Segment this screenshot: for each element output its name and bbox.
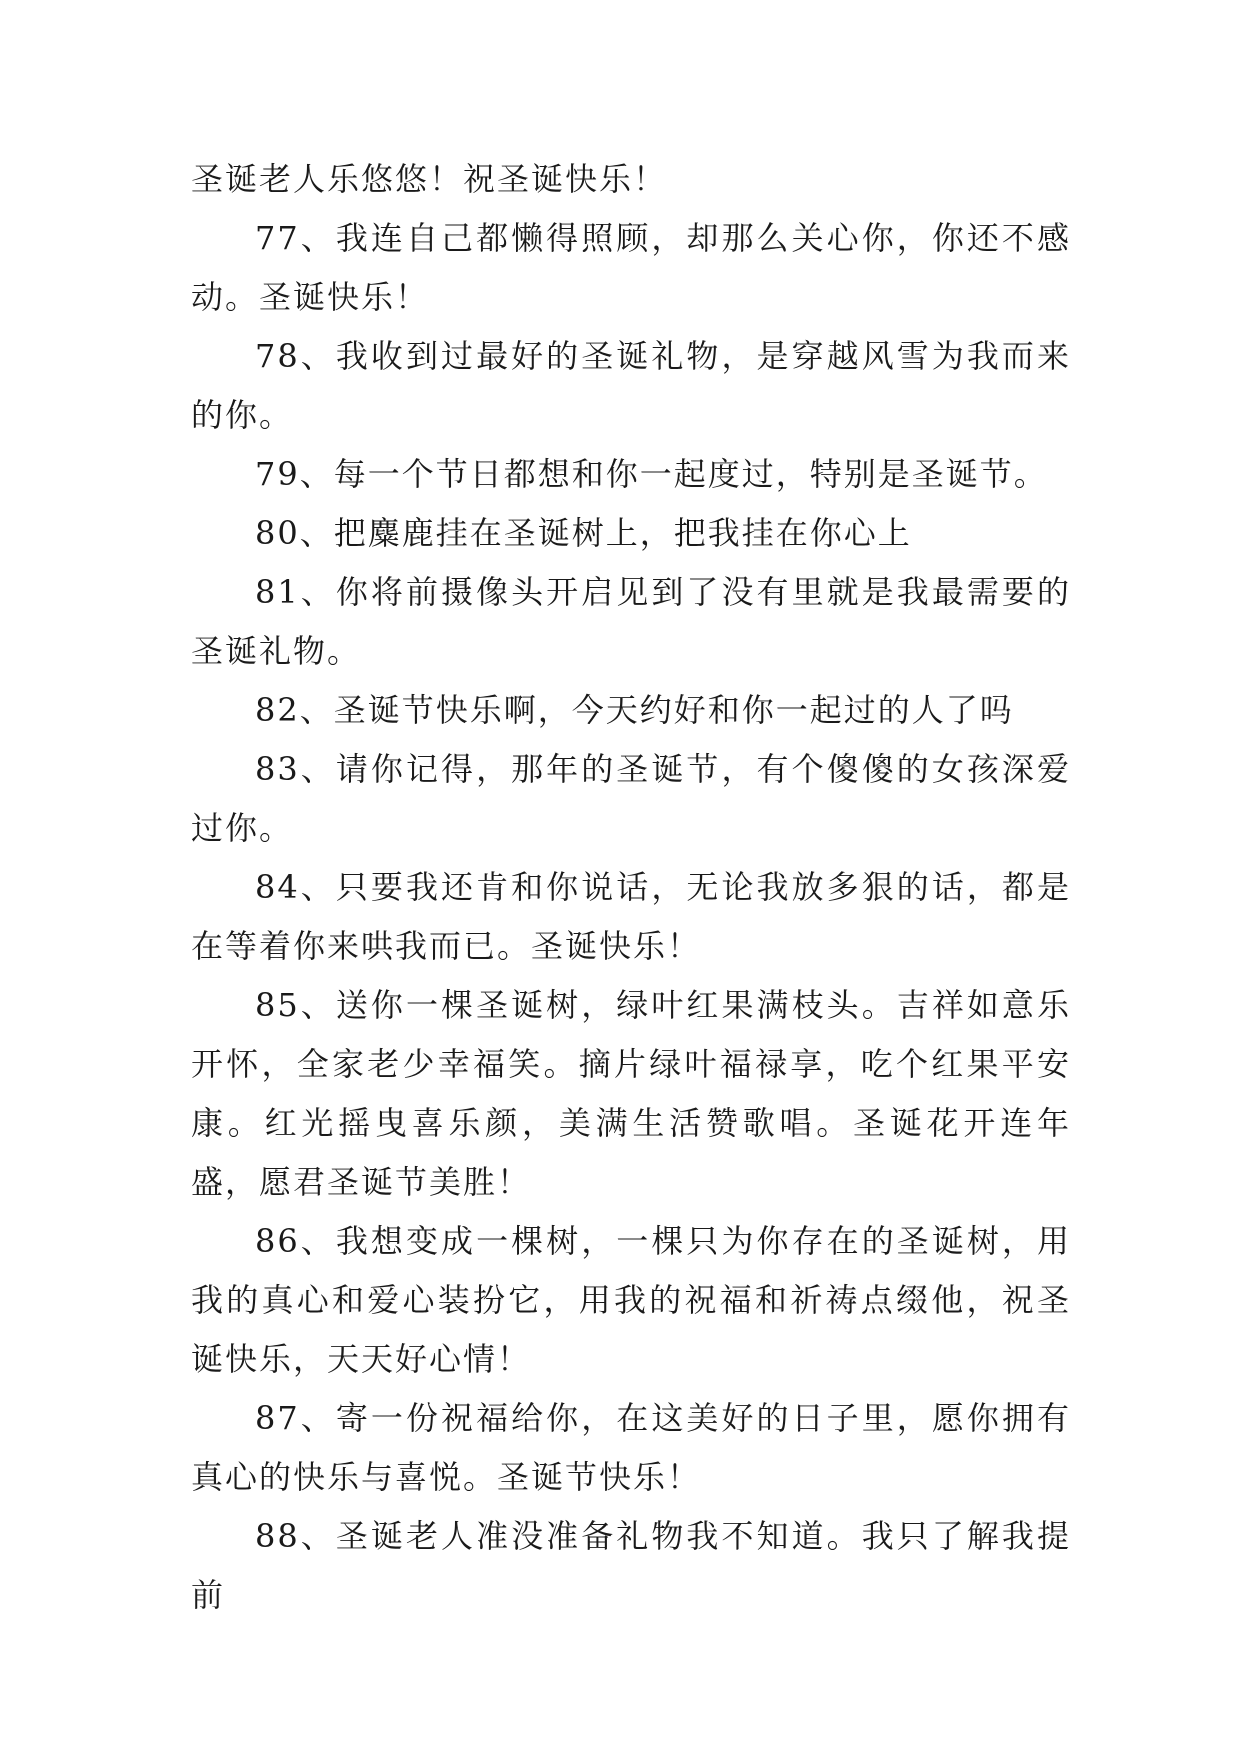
paragraph-item-78: 78、我收到过最好的圣诞礼物，是穿越风雪为我而来的你。 xyxy=(191,337,1071,434)
paragraph-item-85: 85、送你一棵圣诞树，绿叶红果满枝头。吉祥如意乐开怀，全家老少幸福笑。摘片绿叶福禄享，吃个红果平安康。红光摇曳喜乐颜，美满生活赞歌唱。圣诞花开连年盛，愿君圣诞节美胜！ xyxy=(191,986,1071,1201)
document-body xyxy=(191,150,1071,1625)
paragraph-item-80: 80、把麋鹿挂在圣诞树上，把我挂在你心上 xyxy=(255,514,912,552)
paragraph-item-88: 88、圣诞老人准没准备礼物我不知道。我只了解我提前 xyxy=(191,1517,1071,1614)
paragraph-item-86: 86、我想变成一棵树，一棵只为你存在的圣诞树，用我的真心和爱心装扮它，用我的祝福和祈祷点缀他，祝圣诞快乐，天天好心情！ xyxy=(191,1222,1071,1378)
paragraph-continuation: 圣诞老人乐悠悠！祝圣诞快乐！ xyxy=(191,160,668,198)
paragraph-item-81: 81、你将前摄像头开启见到了没有里就是我最需要的圣诞礼物。 xyxy=(191,573,1071,670)
paragraph-item-77: 77、我连自己都懒得照顾，却那么关心你，你还不感动。圣诞快乐！ xyxy=(191,219,1071,316)
paragraph-item-84: 84、只要我还肯和你说话，无论我放多狠的话，都是在等着你来哄我而已。圣诞快乐！ xyxy=(191,868,1071,965)
paragraph-item-83: 83、请你记得，那年的圣诞节，有个傻傻的女孩深爱过你。 xyxy=(191,750,1071,847)
paragraph-item-79: 79、每一个节日都想和你一起度过，特别是圣诞节。 xyxy=(255,455,1048,493)
paragraph-item-82: 82、圣诞节快乐啊，今天约好和你一起过的人了吗 xyxy=(255,691,1014,729)
paragraph-item-87: 87、寄一份祝福给你，在这美好的日子里，愿你拥有真心的快乐与喜悦。圣诞节快乐！ xyxy=(191,1399,1071,1496)
